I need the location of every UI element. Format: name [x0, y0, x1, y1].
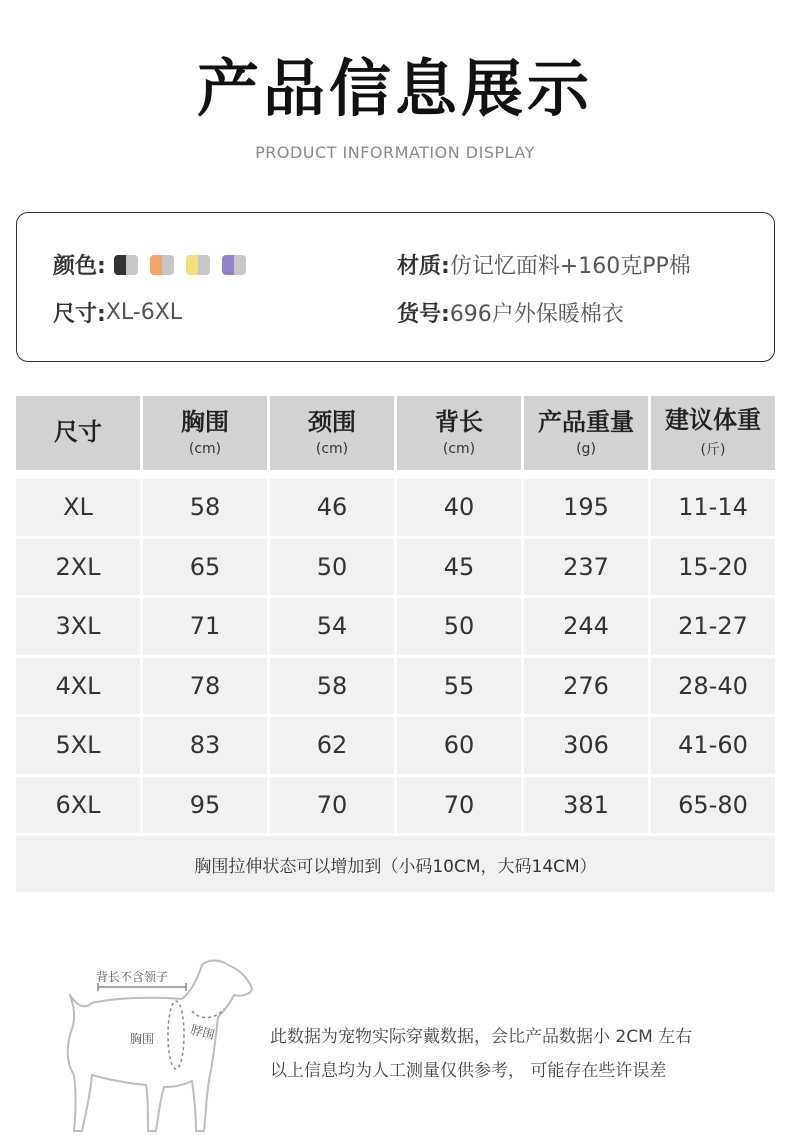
cell-neck: 50 — [270, 539, 394, 596]
cell-neck: 54 — [270, 598, 394, 655]
size-info — [53, 297, 182, 328]
cell-neck: 70 — [270, 777, 394, 834]
sku-value: 696户外保暖棉衣 — [449, 302, 624, 327]
cell-weight: 381 — [524, 777, 648, 834]
cell-weight: 237 — [524, 539, 648, 596]
cell-weight: 306 — [524, 717, 648, 774]
page-subtitle: PRODUCT INFORMATION DISPLAY — [255, 143, 535, 162]
cell-size: 6XL — [16, 777, 140, 834]
cell-chest: 83 — [143, 717, 267, 774]
cell-recommended-weight: 15-20 — [651, 539, 775, 596]
header-weight: 产品重量 (g) — [524, 396, 648, 470]
header-back-length: 背长 (cm) — [397, 396, 521, 470]
size-table — [16, 396, 775, 892]
color-info — [53, 249, 246, 280]
cell-chest: 71 — [143, 598, 267, 655]
cell-chest: 78 — [143, 658, 267, 715]
header-recommended-weight: 建议体重 (斤) — [651, 396, 775, 470]
color-swatch-purple — [222, 255, 246, 275]
table-row — [16, 539, 775, 599]
table-row — [16, 479, 775, 539]
cell-recommended-weight: 28-40 — [651, 658, 775, 715]
sku-info — [397, 297, 624, 328]
cell-chest: 58 — [143, 479, 267, 536]
cell-back-length: 60 — [397, 717, 521, 774]
back-length-label: 背长不含领子 — [96, 970, 169, 984]
neck-label: 脖围 — [189, 1022, 217, 1043]
cell-back-length: 70 — [397, 777, 521, 834]
header-size: 尺寸 — [16, 396, 140, 470]
cell-back-length: 40 — [397, 479, 521, 536]
cell-chest: 95 — [143, 777, 267, 834]
cell-size: 5XL — [16, 717, 140, 774]
cell-neck: 46 — [270, 479, 394, 536]
table-row — [16, 777, 775, 837]
material-label: 材质: — [397, 254, 450, 279]
color-swatch-orange — [150, 255, 174, 275]
cell-size: XL — [16, 479, 140, 536]
table-header-row — [16, 396, 775, 473]
cell-weight: 244 — [524, 598, 648, 655]
color-swatches — [114, 255, 246, 275]
cell-back-length: 45 — [397, 539, 521, 596]
footnote-line-1: 此数据为宠物实际穿戴数据，会比产品数据小 2CM 左右 — [270, 1027, 693, 1047]
product-info-box — [16, 212, 775, 362]
cell-weight: 195 — [524, 479, 648, 536]
cell-weight: 276 — [524, 658, 648, 715]
cell-size: 3XL — [16, 598, 140, 655]
color-swatch-yellow — [186, 255, 210, 275]
chest-label: 胸围 — [130, 1032, 155, 1046]
cell-back-length: 50 — [397, 598, 521, 655]
material-info — [397, 249, 691, 280]
dog-outline-icon — [68, 961, 252, 1132]
table-row — [16, 717, 775, 777]
header-chest: 胸围 (cm) — [143, 396, 267, 470]
color-label: 颜色: — [53, 254, 106, 279]
size-label: 尺寸: — [53, 302, 106, 327]
table-body — [16, 479, 775, 836]
cell-neck: 62 — [270, 717, 394, 774]
size-value: XL-6XL — [105, 300, 183, 325]
table-row — [16, 598, 775, 658]
cell-chest: 65 — [143, 539, 267, 596]
footnote-line-2: 以上信息均为人工测量仅供参考， 可能存在些许误差 — [270, 1061, 667, 1081]
cell-size: 2XL — [16, 539, 140, 596]
header-neck: 颈围 (cm) — [270, 396, 394, 470]
cell-recommended-weight: 21-27 — [651, 598, 775, 655]
cell-size: 4XL — [16, 658, 140, 715]
chest-circumference-line — [168, 1001, 184, 1069]
page-title: 产品信息展示 — [196, 52, 593, 125]
color-swatch-black — [114, 255, 138, 275]
cell-recommended-weight: 11-14 — [651, 479, 775, 536]
cell-recommended-weight: 65-80 — [651, 777, 775, 834]
table-row — [16, 658, 775, 718]
cell-recommended-weight: 41-60 — [651, 717, 775, 774]
cell-back-length: 55 — [397, 658, 521, 715]
sku-label: 货号: — [397, 302, 450, 327]
material-value: 仿记忆面料+160克PP棉 — [449, 254, 691, 279]
dog-measurement-diagram — [56, 955, 266, 1135]
cell-neck: 58 — [270, 658, 394, 715]
stretch-note: 胸围拉伸状态可以增加到（小码10CM，大码14CM） — [16, 836, 775, 892]
